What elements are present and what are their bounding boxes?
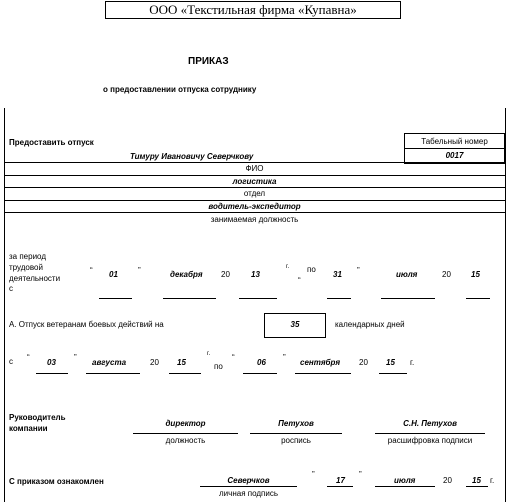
head-decoding-line <box>375 433 485 434</box>
ack-signature[interactable]: Северчков <box>227 476 270 485</box>
period-label-2: трудовой <box>9 263 43 272</box>
dates-to-day[interactable]: 06 <box>257 358 266 367</box>
ack-year[interactable]: 15 <box>472 476 481 485</box>
ack-month-line <box>375 486 435 487</box>
period-label-4: с <box>9 284 13 293</box>
dates-from-day-line <box>36 373 68 374</box>
position-caption: занимаемая должность <box>210 215 299 224</box>
dates-year-suffix-2: г. <box>410 358 415 367</box>
dates-to-year-line <box>379 373 407 374</box>
ack-signature-caption: личная подпись <box>219 489 278 498</box>
head-signature-line <box>250 433 342 434</box>
department-value[interactable]: логистика <box>232 177 277 186</box>
document-subtitle: о предоставлении отпуска сотруднику <box>103 85 257 94</box>
dates-year-prefix-2: 20 <box>359 358 368 367</box>
period-to-year-line <box>466 298 490 299</box>
period-po: по <box>307 265 316 274</box>
period-from-year[interactable]: 13 <box>251 270 260 279</box>
dates-from-month[interactable]: августа <box>92 358 127 367</box>
dates-to-month-line <box>295 373 351 374</box>
period-year-prefix: 20 <box>221 270 230 279</box>
ack-day-line <box>327 486 353 487</box>
dates-po: по <box>214 362 223 371</box>
fio-line <box>4 175 505 176</box>
ack-quote-open: ” <box>312 470 315 479</box>
ack-year-prefix: 20 <box>443 476 452 485</box>
period-quote-open-2: “ <box>298 276 301 285</box>
head-label-2: компании <box>9 424 48 433</box>
dates-quote-open: “ <box>27 353 30 362</box>
tab-number-divider <box>404 148 505 149</box>
position-value[interactable]: водитель-экспедитор <box>208 202 301 211</box>
period-quote-close: ” <box>138 266 141 275</box>
dates-year-suffix: г. <box>207 351 211 357</box>
tab-number-header: Табельный номер <box>421 137 488 146</box>
period-quote-close-2: ” <box>357 266 360 275</box>
period-label-3: деятельности <box>9 274 61 283</box>
period-from-year-line <box>239 298 277 299</box>
head-decoding[interactable]: С.Н. Петухов <box>403 419 457 428</box>
ack-label: С приказом ознакомлен <box>9 477 104 486</box>
head-signature[interactable]: Петухов <box>278 419 314 428</box>
ack-year-line <box>466 486 488 487</box>
tab-number-value[interactable]: 0017 <box>445 151 464 160</box>
period-to-day[interactable]: 31 <box>333 270 342 279</box>
head-position-line <box>133 433 238 434</box>
dates-from-year[interactable]: 15 <box>177 358 186 367</box>
period-year-prefix-2: 20 <box>442 270 451 279</box>
head-signature-caption: роспись <box>281 436 311 445</box>
dates-year-prefix: 20 <box>150 358 159 367</box>
ack-month[interactable]: июля <box>394 476 416 485</box>
department-caption: отдел <box>243 189 266 198</box>
leave-days-unit: календарных дней <box>335 320 405 329</box>
ack-year-suffix: г. <box>490 476 495 485</box>
fio-caption: ФИО <box>245 164 264 173</box>
period-from-day[interactable]: 01 <box>109 270 118 279</box>
period-label-1: за период <box>9 252 46 261</box>
ack-day[interactable]: 17 <box>336 476 345 485</box>
name-line <box>4 162 505 163</box>
dates-from-label: с <box>9 357 13 366</box>
dates-to-day-line <box>243 373 277 374</box>
period-from-day-line <box>99 298 132 299</box>
head-position-caption: должность <box>165 436 206 445</box>
leave-label: А. Отпуск ветеранам боевых действий на <box>9 320 164 329</box>
head-label-1: Руководитель <box>9 413 66 422</box>
document-title: ПРИКАЗ <box>188 56 229 67</box>
head-decoding-caption: расшифровка подписи <box>387 436 473 445</box>
dates-quote-close-2: ” <box>283 353 286 362</box>
company-name: ООО «Текстильная фирма «Купавна» <box>105 1 401 19</box>
period-to-day-line <box>327 298 351 299</box>
period-to-month[interactable]: июля <box>396 270 418 279</box>
dates-to-month[interactable]: сентября <box>300 358 341 367</box>
employee-name[interactable]: Тимуру Ивановичу Северчкову <box>130 152 254 161</box>
grant-label: Предоставить отпуск <box>9 138 94 147</box>
position-line <box>4 212 505 213</box>
head-position[interactable]: директор <box>165 419 206 428</box>
dates-from-day[interactable]: 03 <box>47 358 56 367</box>
period-year-suffix: г. <box>286 264 290 270</box>
period-from-month[interactable]: декабря <box>170 270 203 279</box>
dates-from-month-line <box>86 373 140 374</box>
department-caption-line <box>4 200 505 201</box>
leave-days-value[interactable]: 35 <box>290 320 300 329</box>
right-border <box>505 108 506 502</box>
dates-to-year[interactable]: 15 <box>386 358 395 367</box>
dates-from-year-line <box>169 373 201 374</box>
dates-quote-open-2: “ <box>232 353 235 362</box>
department-line <box>4 187 505 188</box>
ack-signature-line <box>200 486 297 487</box>
period-to-year[interactable]: 15 <box>471 270 480 279</box>
dates-quote-close: ” <box>74 353 77 362</box>
ack-quote-close: ” <box>359 470 362 479</box>
period-quote-open: “ <box>90 266 93 275</box>
period-from-month-line <box>163 298 216 299</box>
period-to-month-line <box>381 298 435 299</box>
